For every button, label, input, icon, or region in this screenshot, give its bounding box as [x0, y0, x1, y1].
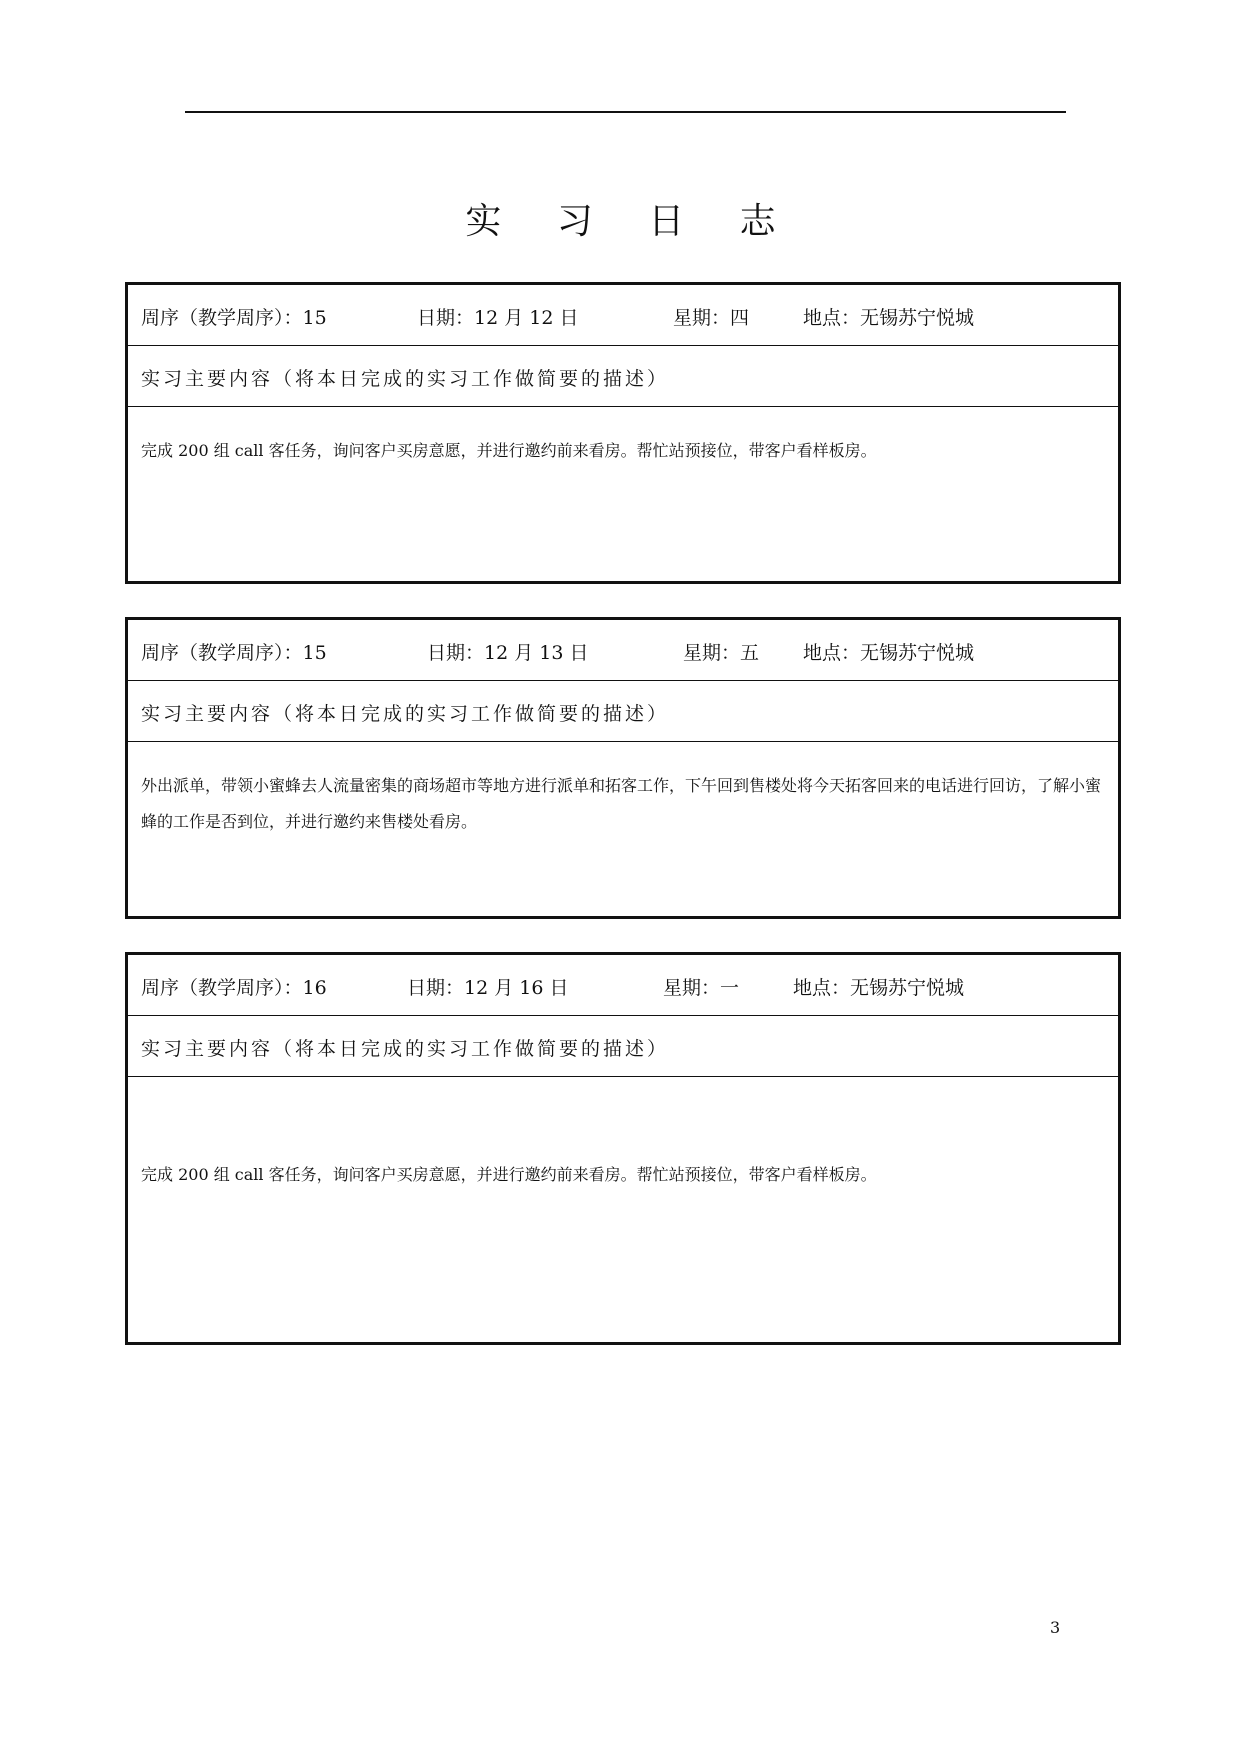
content-text: 外出派单，带领小蜜蜂去人流量密集的商场超市等地方进行派单和拓客工作，下午回到售楼处将今天拓客回来的电话进行回访，了解小蜜蜂的工作是否到位，并进行邀约来售楼处看房。: [141, 776, 1102, 831]
entry-header-row: [128, 620, 1118, 681]
date-field: 日期：12 月 13 日: [427, 642, 589, 664]
content-label-row: [128, 1016, 1118, 1077]
content-text: 完成 200 组 call 客任务，询问客户买房意愿，并进行邀约前来看房。帮忙站预接位，带客户看样板房。: [141, 441, 877, 460]
log-entry-3: [125, 952, 1121, 1345]
content-body: [128, 1077, 1118, 1193]
log-entry-1: [125, 282, 1121, 584]
location-field: 地点：无锡苏宁悦城: [803, 307, 975, 329]
content-label-row: [128, 681, 1118, 742]
content-label-row: [128, 346, 1118, 407]
content-label: 实习主要内容（将本日完成的实习工作做简要的描述）: [141, 368, 670, 390]
weekday-field: 星期：五: [683, 642, 760, 664]
weekday-field: 星期：一: [663, 977, 740, 999]
content-text: 完成 200 组 call 客任务，询问客户买房意愿，并进行邀约前来看房。帮忙站预接位，带客户看样板房。: [141, 1165, 877, 1184]
location-field: 地点：无锡苏宁悦城: [793, 977, 965, 999]
week-field: 周序（教学周序）：15: [141, 642, 327, 664]
weekday-field: 星期：四: [673, 307, 750, 329]
date-field: 日期：12 月 16 日: [407, 977, 569, 999]
content-label: 实习主要内容（将本日完成的实习工作做简要的描述）: [141, 1038, 670, 1060]
header-rule: [185, 111, 1066, 113]
content-body: [128, 742, 1118, 840]
content-body: [128, 407, 1118, 469]
week-field: 周序（教学周序）：16: [141, 977, 327, 999]
week-field: 周序（教学周序）：15: [141, 307, 327, 329]
location-field: 地点：无锡苏宁悦城: [803, 642, 975, 664]
content-label: 实习主要内容（将本日完成的实习工作做简要的描述）: [141, 703, 670, 725]
page-number: 3: [1050, 1618, 1061, 1637]
entry-header-row: [128, 285, 1118, 346]
date-field: 日期：12 月 12 日: [417, 307, 579, 329]
page-title: 实 习 日 志: [465, 201, 798, 242]
entry-header-row: [128, 955, 1118, 1016]
log-entry-2: [125, 617, 1121, 919]
